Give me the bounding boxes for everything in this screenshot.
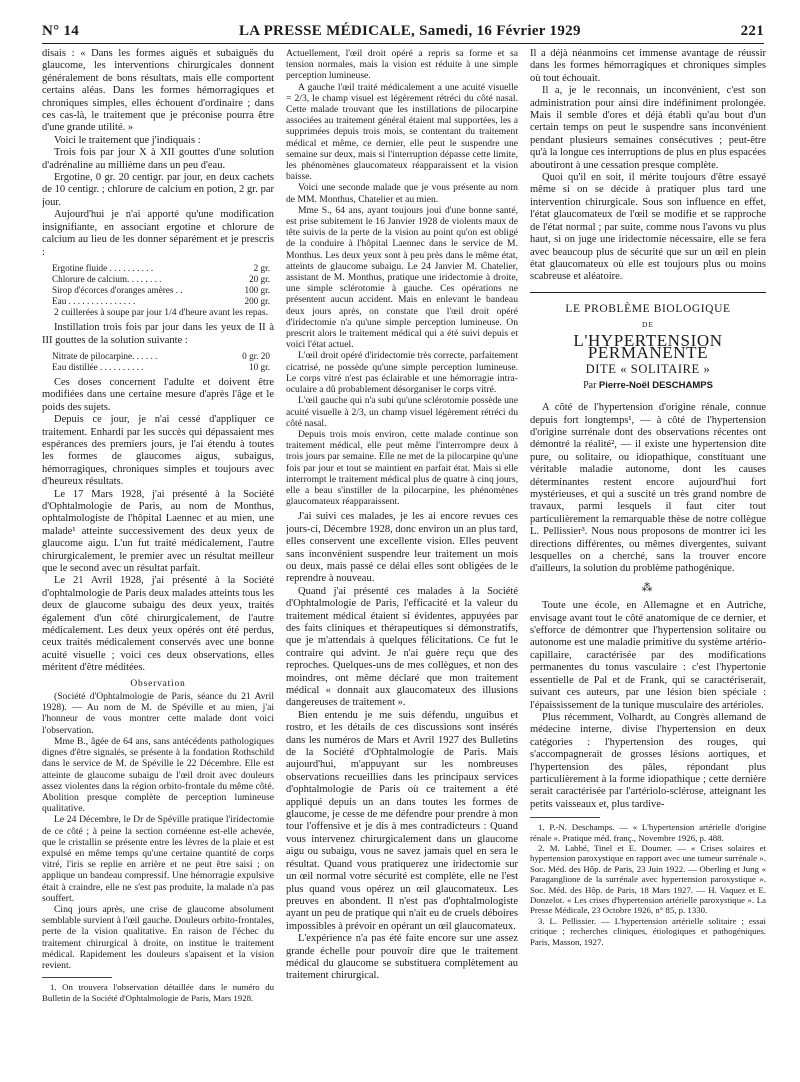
paragraph: Il a, je le reconnais, un inconvénient, c'est son administration pour ainsi dire indéfiniment prolongée. Mais il semble d'ores et déjà établi qu'au bout d'un certain temps on peut le suspendre sans inconvénient pendant plusieurs semaines consécutives ; peut-être qu'à la longue ces interruptions de plus en plus espacées aboutiront à une cessation presque complète. bbox=[530, 85, 766, 171]
footnote: 1. P.-N. Deschamps. — « L'hypertension artérielle d'origine rénale ». Pratique méd. franç., Novembre 1926, p. 488. bbox=[530, 822, 766, 843]
paragraph: Bien entendu je me suis défendu, unguibus et rostro, et les détails de ces discussions sont insérés dans les numéros de Mars et Avril 1927 des Bulletins de la Société d'Ophtalmologie de Paris. Mais aujourd'hui, m'appuyant sur les nombreuses observations recueillies dans les principaux services d'ophtalmologie de Paris où ce traitement a été appliqué depuis un an dans toutes les formes de glaucome, je cesse de me défendre pour prendre à mon tour l'offensive et je dis à mes contradicteurs : Quand vous intervenez chirurgicalement dans un glaucome aigu ou subaigu, vous ne savez jamais quel en sera le résultat. Quand vous pratiquerez une iridectomie sur un œil normal votre sécurité est complète, elle ne l'est plus quand vous opérez un œil glaucomateux. Les preuves en abondent. Il n'est pas d'ophtalmologiste ayant un peu de pratique qui n'ait eu de cruels déboires impossibles à prévoir en opérant un œil glaucomateux. bbox=[286, 709, 518, 932]
prescription-1 bbox=[42, 263, 274, 307]
prescription-2 bbox=[42, 351, 274, 373]
paragraph: J'ai suivi ces malades, je les ai encore revues ces jours-ci, Décembre 1928, donc environ un an plus tard, elles conservent une excellente vision. Elles peuvent sans inconvénient suspendre leur traitement un mois ou deux, mais passé ce délai elles sont obligées de le reprendre à nouveau. bbox=[286, 511, 518, 585]
paragraph: Aujourd'hui je n'ai apporté qu'une modification insignifiante, en associant ergotine et chlorure de calcium au lieu de les donner séparément et je prescris : bbox=[42, 209, 274, 258]
journal-title: LA PRESSE MÉDICALE, Samedi, 16 Février 1929 bbox=[238, 23, 581, 39]
paragraph: L'expérience n'a pas été faite encore sur une assez grande échelle pour pouvoir dire que le traitement médical du glaucome se substituera complètement au traitement chirurgical. bbox=[286, 933, 518, 982]
footnote: 2. M. Labbé, Tinel et E. Doumer. — « Crises solaires et hypertension paroxystique en rapport avec une tumeur surrénale ». Soc. Méd. des Hôp. de Paris, 23 Juin 1922. — Oberling et Jung « Paraganglione de la surrénale avec hypertension paroxystique ». Soc. Méd. des Hôp. de Paris, 18 Mars 1927. — H. Vaquez et E. Donzelot. « Les crises d'hypertension artérielle paroxystique ». La Presse Médicale, 23 Octobre 1926, n° 85, p. 1330. bbox=[530, 842, 766, 916]
paragraph: Quoi qu'il en soit, il mérite toujours d'être essayé même si on se décide à pratiquer plus tard une intervention chirurgicale. Sous son influence en effet, l'état glaucomateux de l'œil se modifie et se rapproche de l'état normal ; par suite, comme nous l'avons vu plus haut, si on juge une iridectomie nécessaire, elle se fera avec beaucoup plus de sécurité que sur un œil en plein état glaucomateux où elle est toujours plus ou moins scabreuse et aléatoire. bbox=[530, 172, 766, 283]
section-stars: ⁂ bbox=[641, 581, 655, 594]
paragraph: Mme S., 64 ans, ayant toujours joui d'une bonne santé, est prise subitement le 16 Janvier 1928 de violents maux de tête suivis de la perte de la vision au point qu'on est obligé de la conduire à l'hôpital Laennec dans le service de M. Monthus. Les deux yeux sont à peu près dans le même état, atteints de glaucome subaigu. Le 24 Janvier M. Chatelier, assistant de M. Monthus, pratique une iridectomie à droite, une simple sclérotomie à gauche. Ces opérations ne présentent aucun accident. Mais en enlevant le bandeau deux jours après, on constate que l'œil droit opéré d'iridectomie n'a qu'une simple perception lumineuse. On prescrit alors le traitement médical qui a été suivi depuis et voici l'état actuel. bbox=[286, 204, 518, 351]
article-author bbox=[530, 380, 766, 392]
column-3 bbox=[530, 48, 766, 1074]
recipe-line: Sirop d'écorces d'oranges amères . . 100 gr. bbox=[52, 284, 270, 295]
paragraph: Ergotine, 0 gr. 20 centigr. par jour, en deux cachets de 10 centigr. ; chlorure de calcium en potion, 2 gr. par jour. bbox=[42, 172, 274, 208]
paragraph: Ces doses concernent l'adulte et doivent être modifiées dans une certaine mesure d'après l'âge et le poids des sujets. bbox=[42, 376, 274, 413]
paragraph: Toute une école, en Allemagne et en Autriche, envisage avant tout le côté anatomique de ce dernier, et s'efforce de démontrer que l'hypertension solitaire ou autonome est une maladie primitive du système artério-capillaire, caractérisée par des modifications permanentes du tonus vasculaire : c'est l'hypertonie essentielle de Pal et de Frank, qui se caractériserait, suivant ces auteurs, par une lésion bien spéciale : l'épaississement de la tunique musculaire des artérioles. bbox=[530, 600, 766, 711]
paragraph: Il a déjà néanmoins cet immense avantage de réussir dans les formes hémorragiques et chroniques simples où tout échouait. bbox=[530, 48, 766, 84]
paragraph: (Société d'Ophtalmologie de Paris, séance du 21 Avril 1928). — Au nom de M. de Spéville et au mien, j'ai l'honneur de vous montrer cette malade dont voici l'observation. bbox=[42, 691, 274, 736]
author-prefix: Par bbox=[583, 379, 597, 391]
recipe-line: Nitrate de pilocarpine. . . . . . 0 gr. 20 bbox=[52, 350, 270, 361]
paragraph: Plus récemment, Volhardt, au Congrès allemand de médecine interne, divise l'hypertension en deux catégories : l'hypertension des rouges, qui s'accompagnerait de grosses lésions aortiques, et l'hypertension des pâles, répondant plus particulièrement à la forme idiopathique ; cette dernière serait caractérisée par l'artériolo-sclérose, atteignant les petits vaisseaux et, plus tardive- bbox=[530, 711, 766, 810]
paragraph: Instillation trois fois par jour dans les yeux de II à III gouttes de la solution suivante : bbox=[42, 322, 274, 346]
observation-heading: Observation bbox=[130, 678, 186, 689]
paragraph: Le 24 Décembre, le Dr de Spéville pratique l'iridectomie de ce côté ; à peine la section cornéenne est-elle achevée, que le cristallin se présente entre les lèvres de la plaie et est expulsé en même temps qu'une certaine quantité de corps vitré, l'iris se replie en arrière et ne peut être saisi ; on applique un bandeau compressif. Une hémorragie expulsive était à craindre, elle ne s'est pas produite, la malade n'a pas souffert. bbox=[42, 814, 274, 904]
paragraph: L'œil droit opéré d'iridectomie très correcte, parfaitement cicatrisé, ne possède qu'une simple perception lumineuse. Le corps vitré n'est pas éclairable et une hémorragie intra-oculaire a dû probablement désorganiser le corps vitré. bbox=[286, 350, 518, 396]
paragraph: Le 17 Mars 1928, j'ai présenté à la Société d'Ophtalmologie de Paris, au nom de Monthus, ophtalmologiste de l'hôpital Laennec et au mien, une malade¹ atteinte successivement des deux yeux de glaucome aigu. L'un fut traité médicalement, l'autre chirurgicalement, le premier avec un résultat meilleur que le second avec un résultat parfait. bbox=[42, 488, 274, 575]
column-2 bbox=[286, 48, 518, 1074]
paragraph: L'œil gauche qui n'a subi qu'une sclérotomie possède une acuité visuelle à 2/3, un champ visuel légèrement rétréci du côté nasal. bbox=[286, 395, 518, 429]
issue-number: N° 14 bbox=[42, 23, 80, 39]
article-de: DE bbox=[642, 320, 654, 330]
paragraph: A gauche l'œil traité médicalement a une acuité visuelle = 2/3, le champ visuel est légèrement rétréci du côté nasal. Cette malade trouvant que les instillations de pilocarpine associées au traitement général étaient mal supportées, les a supprimées depuis trois mois, se contentant du traitement médical et même, ce dernier, elle peut le suspendre une semaine sur deux, mais si l'interruption dépasse cette limite, les phénomènes glaucomateux réapparaissent et la vision baisse. bbox=[286, 81, 518, 183]
article-kicker: LE PROBLÈME BIOLOGIQUE bbox=[565, 302, 731, 315]
paragraph: Cinq jours après, une crise de glaucome absolument semblable survient à l'œil gauche. Douleurs orbito-frontales, perte de la vision qualitative. En raison de l'échec du traitement chirurgical à droite, on institue le traitement médical. Rapidement les douleurs s'apaisent et la vision revient. bbox=[42, 903, 274, 971]
paragraph: disais : « Dans les formes aiguës et subaiguës du glaucome, les interventions chirurgicales donnent généralement de bons résultats, mais elle comportent certains aléas. Dans les formes hémorragiques et chroniques simples, elles échouent d'ordinaire ; dans ces cas-là, le traitement que je préconise pourra être d'une grande utilité. » bbox=[42, 48, 274, 134]
paragraph: A côté de l'hypertension d'origine rénale, connue depuis fort longtemps¹, — à côté de l'hypertension d'origine surrénale dont des observations récentes ont démontré la réalité², — il existe une hypertension dite pure, ou solitaire, ou idiopathique, constituant une véritable maladie autonome, dont les causes déterminantes restent encore aujourd'hui fort mystérieuses, et qui a suscité un très grand nombre de travaux, parmi lesquels il faut citer tout particulièrement la remarquable thèse de notre collègue L. Pellissier³. Nous nous proposons de montrer ici les directions différentes, ou mêmes divergentes, suivant lesquelles on a cherché, sans la trouver encore d'ailleurs, la solution du problème pathogénique. bbox=[530, 402, 766, 575]
recipe-line: Eau distillée . . . . . . . . . . 10 gr. bbox=[52, 361, 270, 372]
footnote-rule bbox=[42, 977, 112, 978]
recipe-line: Ergotine fluide . . . . . . . . . . 2 gr. bbox=[52, 262, 270, 273]
recipe-line: Eau . . . . . . . . . . . . . . . 200 gr. bbox=[52, 295, 270, 306]
page-number: 221 bbox=[740, 23, 764, 39]
footnote-rule bbox=[530, 817, 600, 818]
recipe-line: Chlorure de calcium. . . . . . . . 20 gr. bbox=[52, 273, 270, 284]
paragraph: Actuellement, l'œil droit opéré a repris sa forme et sa tension normales, mais la vision est réduite à une simple perception lumineuse. bbox=[286, 48, 518, 82]
paragraph: Le 21 Avril 1928, j'ai présenté à la Société d'ophtalmologie de Paris deux malades atteints tous les deux de glaucome subaigu des deux yeux, traités également d'un côté chirurgicalement, de l'autre médicalement. Les deux yeux opérés ont été perdus, ceux traités médicalement conservés avec une bonne acuité visuelle ; voici ces deux observations, elles méritent d'être méditées. bbox=[42, 575, 274, 674]
paragraph: Voici une seconde malade que je vous présente au nom de MM. Monthus, Chatelier et au mien. bbox=[286, 182, 518, 205]
footnote: 3. L. Pellissier. — L'hypertension artérielle solitaire ; essai critique ; recherches cliniques, étiologiques et pathogéniques. Paris, Masson, 1927. bbox=[530, 915, 766, 947]
author-name: Pierre-Noël DESCHAMPS bbox=[598, 379, 713, 391]
page-header bbox=[42, 18, 764, 44]
paragraph: Voici le traitement que j'indiquais : bbox=[54, 134, 201, 146]
paragraph: Depuis ce jour, je n'ai cessé d'appliquer ce traitement. Enhardi par les succès qui dépassaient mes espérances des premiers jours, je l'ai étendu à toutes les formes de glaucomes aigus, subaigus, hémorragiques, chroniques simples et toujours avec d'heureux résultats. bbox=[42, 414, 274, 488]
paragraph: Mme B., âgée de 64 ans, sans antécédents pathologiques dignes d'être signalés, se présente à la fondation Rothschild dans le service de M. de Spéville le 22 Décembre. Elle est atteinte de glaucome subaigu de l'œil droit avec douleurs assez violentes dans la région orbito-frontale du même côté. Abolition presque complète de perception lumineuse qualitative. bbox=[42, 735, 274, 815]
footnote: 1. On trouvera l'observation détaillée dans le numéro du Bulletin de la Société d'Ophtalmologie de Paris, Mars 1928. bbox=[42, 982, 274, 1003]
article-subtitle: DITE « SOLITAIRE » bbox=[585, 362, 711, 377]
article-title: L'HYPERTENSION PERMANENTE bbox=[573, 330, 723, 362]
recipe-note: 2 cuillerées à soupe par jour 1/4 d'heure avant les repas. bbox=[54, 306, 269, 318]
paragraph: Quand j'ai présenté ces malades à la Société d'Ophtalmologie de Paris, l'efficacité et la valeur du traitement médical étaient si évidentes, appuyées par des faits cliniques et thérapeutiques si démonstratifs, que je m'attendais à quelques félicitations. Ce fut le contraire qui advint. Je n'ai guère reçu que des reproches. Quelques-uns de mes collègues, et non des moindres, ont même déclaré que mon traitement médical « donnait aux glaucomateux des illusions dangereuses de traitement ». bbox=[286, 585, 518, 709]
paragraph: Depuis trois mois environ, cette malade continue son traitement médical, elle peut même l'interrompre deux à trois jours par semaine. Elle ne met de la pilocarpine qu'une fois par jour et tout se maintient en parfait état. Mais si elle interrompt le traitement médical plus de quatre à cinq jours, elle a beau s'instiller de la pilocarpine, les phénomènes glaucomateux réapparaissent. bbox=[286, 428, 518, 508]
paragraph: Trois fois par jour X à XII gouttes d'une solution d'adrénaline au millième dans un peu d'eau. bbox=[42, 147, 274, 171]
column-1 bbox=[42, 48, 274, 1074]
article-separator bbox=[530, 292, 766, 293]
